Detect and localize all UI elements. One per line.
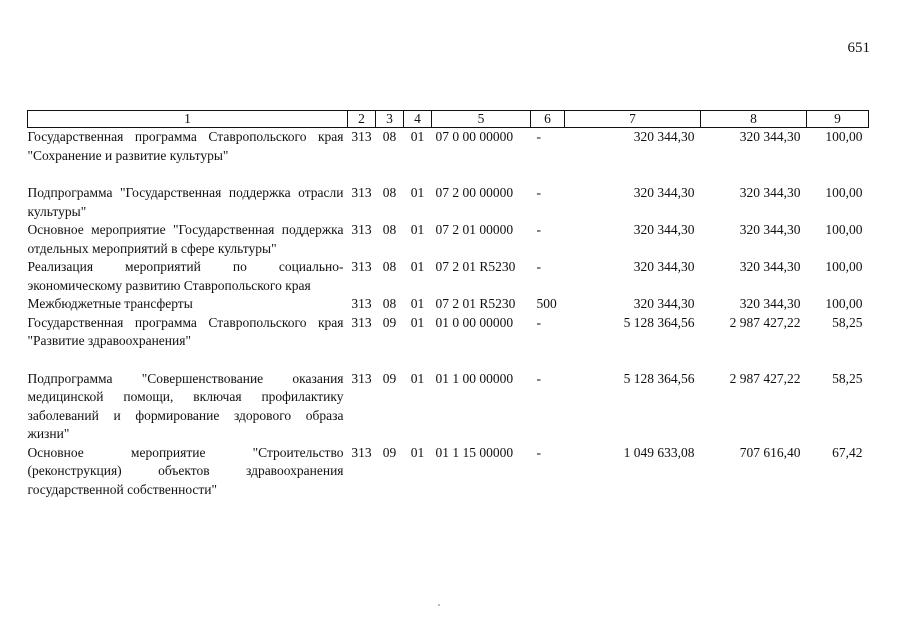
table-row: [28, 295, 869, 314]
row-col-3: 09: [382, 370, 397, 386]
row-col-7: 320 344,30: [633, 222, 695, 237]
column-header-5: 5: [432, 111, 531, 128]
page-number: 651: [847, 40, 870, 56]
row-col-4: 01: [410, 259, 425, 274]
row-col-6: -: [536, 370, 541, 386]
column-header-6: 6: [531, 111, 565, 128]
row-col-8: 707 616,40: [739, 444, 801, 460]
row-col-7: 1 049 633,08: [623, 444, 695, 460]
row-col-2: 313: [351, 259, 372, 274]
row-name: Подпрограмма "Совершенствование оказания медицинской помощи, включая профилактику заболеваний и формирование здорового образа жизни": [27, 370, 344, 441]
row-col-8: 320 344,30: [739, 129, 801, 144]
row-col-3: 08: [382, 222, 397, 237]
row-col-9: 58,25: [832, 314, 863, 330]
row-col-3: 08: [382, 129, 397, 144]
row-col-5: 01 1 00 00000: [435, 370, 514, 386]
table-row: [28, 258, 869, 295]
row-col-7: 320 344,30: [633, 185, 695, 200]
row-col-2: 313: [351, 370, 372, 386]
row-col-7: 5 128 364,56: [623, 370, 695, 386]
table-row: [28, 370, 869, 444]
row-col-6: -: [536, 444, 541, 460]
row-col-9: 100,00: [825, 296, 863, 311]
row-col-9: 100,00: [825, 185, 863, 200]
row-name: Реализация мероприятий по социально-экономическому развитию Ставропольского края: [27, 259, 344, 293]
row-col-7: 5 128 364,56: [623, 314, 695, 330]
row-col-9: 100,00: [825, 259, 863, 274]
row-col-5: 07 2 00 00000: [435, 185, 514, 200]
table-row: [28, 221, 869, 258]
row-col-4: 01: [410, 444, 425, 460]
row-col-8: 320 344,30: [739, 259, 801, 274]
row-col-6: -: [536, 222, 541, 237]
row-col-3: 09: [382, 314, 397, 330]
row-col-8: 320 344,30: [739, 185, 801, 200]
row-col-6: -: [536, 129, 541, 144]
budget-table: [27, 110, 869, 499]
row-name: Основное мероприятие "Строительство (реконструкция) объектов здравоохранения государственной собственности": [27, 444, 344, 497]
row-col-5: 01 0 00 00000: [435, 314, 514, 330]
column-header-7: 7: [565, 111, 701, 128]
row-name: Государственная программа Ставропольского края "Сохранение и развитие культуры": [27, 129, 344, 163]
column-header-2: 2: [348, 111, 376, 128]
row-col-5: 07 2 01 R5230: [435, 259, 516, 274]
row-name: Государственная программа Ставропольского края "Развитие здравоохранения": [27, 314, 344, 348]
column-header-9: 9: [807, 111, 869, 128]
table-header-row: [28, 111, 869, 128]
row-col-3: 08: [382, 259, 397, 274]
row-col-3: 09: [382, 444, 397, 460]
row-col-2: 313: [351, 444, 372, 460]
row-col-2: 313: [351, 296, 372, 311]
row-name: Основное мероприятие "Государственная поддержка отдельных мероприятий в сфере культуры": [27, 222, 344, 256]
row-col-6: -: [536, 259, 541, 274]
row-col-3: 08: [382, 185, 397, 200]
row-col-2: 313: [351, 222, 372, 237]
row-col-7: 320 344,30: [633, 296, 695, 311]
row-col-5: 07 2 01 R5230: [435, 296, 516, 311]
table-row: [28, 314, 869, 370]
row-col-4: 01: [410, 185, 425, 200]
column-header-3: 3: [376, 111, 404, 128]
row-col-4: 01: [410, 370, 425, 386]
row-col-4: 01: [410, 314, 425, 330]
table-row: [28, 444, 869, 500]
table-row: [28, 184, 869, 221]
row-col-8: 320 344,30: [739, 296, 801, 311]
row-col-7: 320 344,30: [633, 129, 695, 144]
row-col-2: 313: [351, 185, 372, 200]
row-col-5: 01 1 15 00000: [435, 444, 514, 460]
row-col-6: 500: [536, 296, 557, 311]
row-col-2: 313: [351, 129, 372, 144]
row-col-9: 100,00: [825, 222, 863, 237]
table-row: [28, 128, 869, 185]
row-col-5: 07 2 01 00000: [435, 222, 514, 237]
row-col-8: 320 344,30: [739, 222, 801, 237]
column-header-8: 8: [701, 111, 807, 128]
row-col-8: 2 987 427,22: [729, 314, 801, 330]
row-col-6: -: [536, 185, 541, 200]
scan-artifact: [438, 604, 440, 606]
row-col-2: 313: [351, 314, 372, 330]
row-col-7: 320 344,30: [633, 259, 695, 274]
column-header-4: 4: [404, 111, 432, 128]
row-col-4: 01: [410, 296, 425, 311]
row-col-9: 58,25: [832, 370, 863, 386]
row-col-8: 2 987 427,22: [729, 370, 801, 386]
row-col-6: -: [536, 314, 541, 330]
row-col-4: 01: [410, 222, 425, 237]
row-col-9: 67,42: [832, 444, 863, 460]
row-col-5: 07 0 00 00000: [435, 129, 514, 144]
row-name: Межбюджетные трансферты: [27, 296, 193, 311]
row-col-9: 100,00: [825, 129, 863, 144]
row-col-3: 08: [382, 296, 397, 311]
row-name: Подпрограмма "Государственная поддержка отрасли культуры": [27, 185, 344, 219]
row-col-4: 01: [410, 129, 425, 144]
column-header-1: 1: [28, 111, 348, 128]
